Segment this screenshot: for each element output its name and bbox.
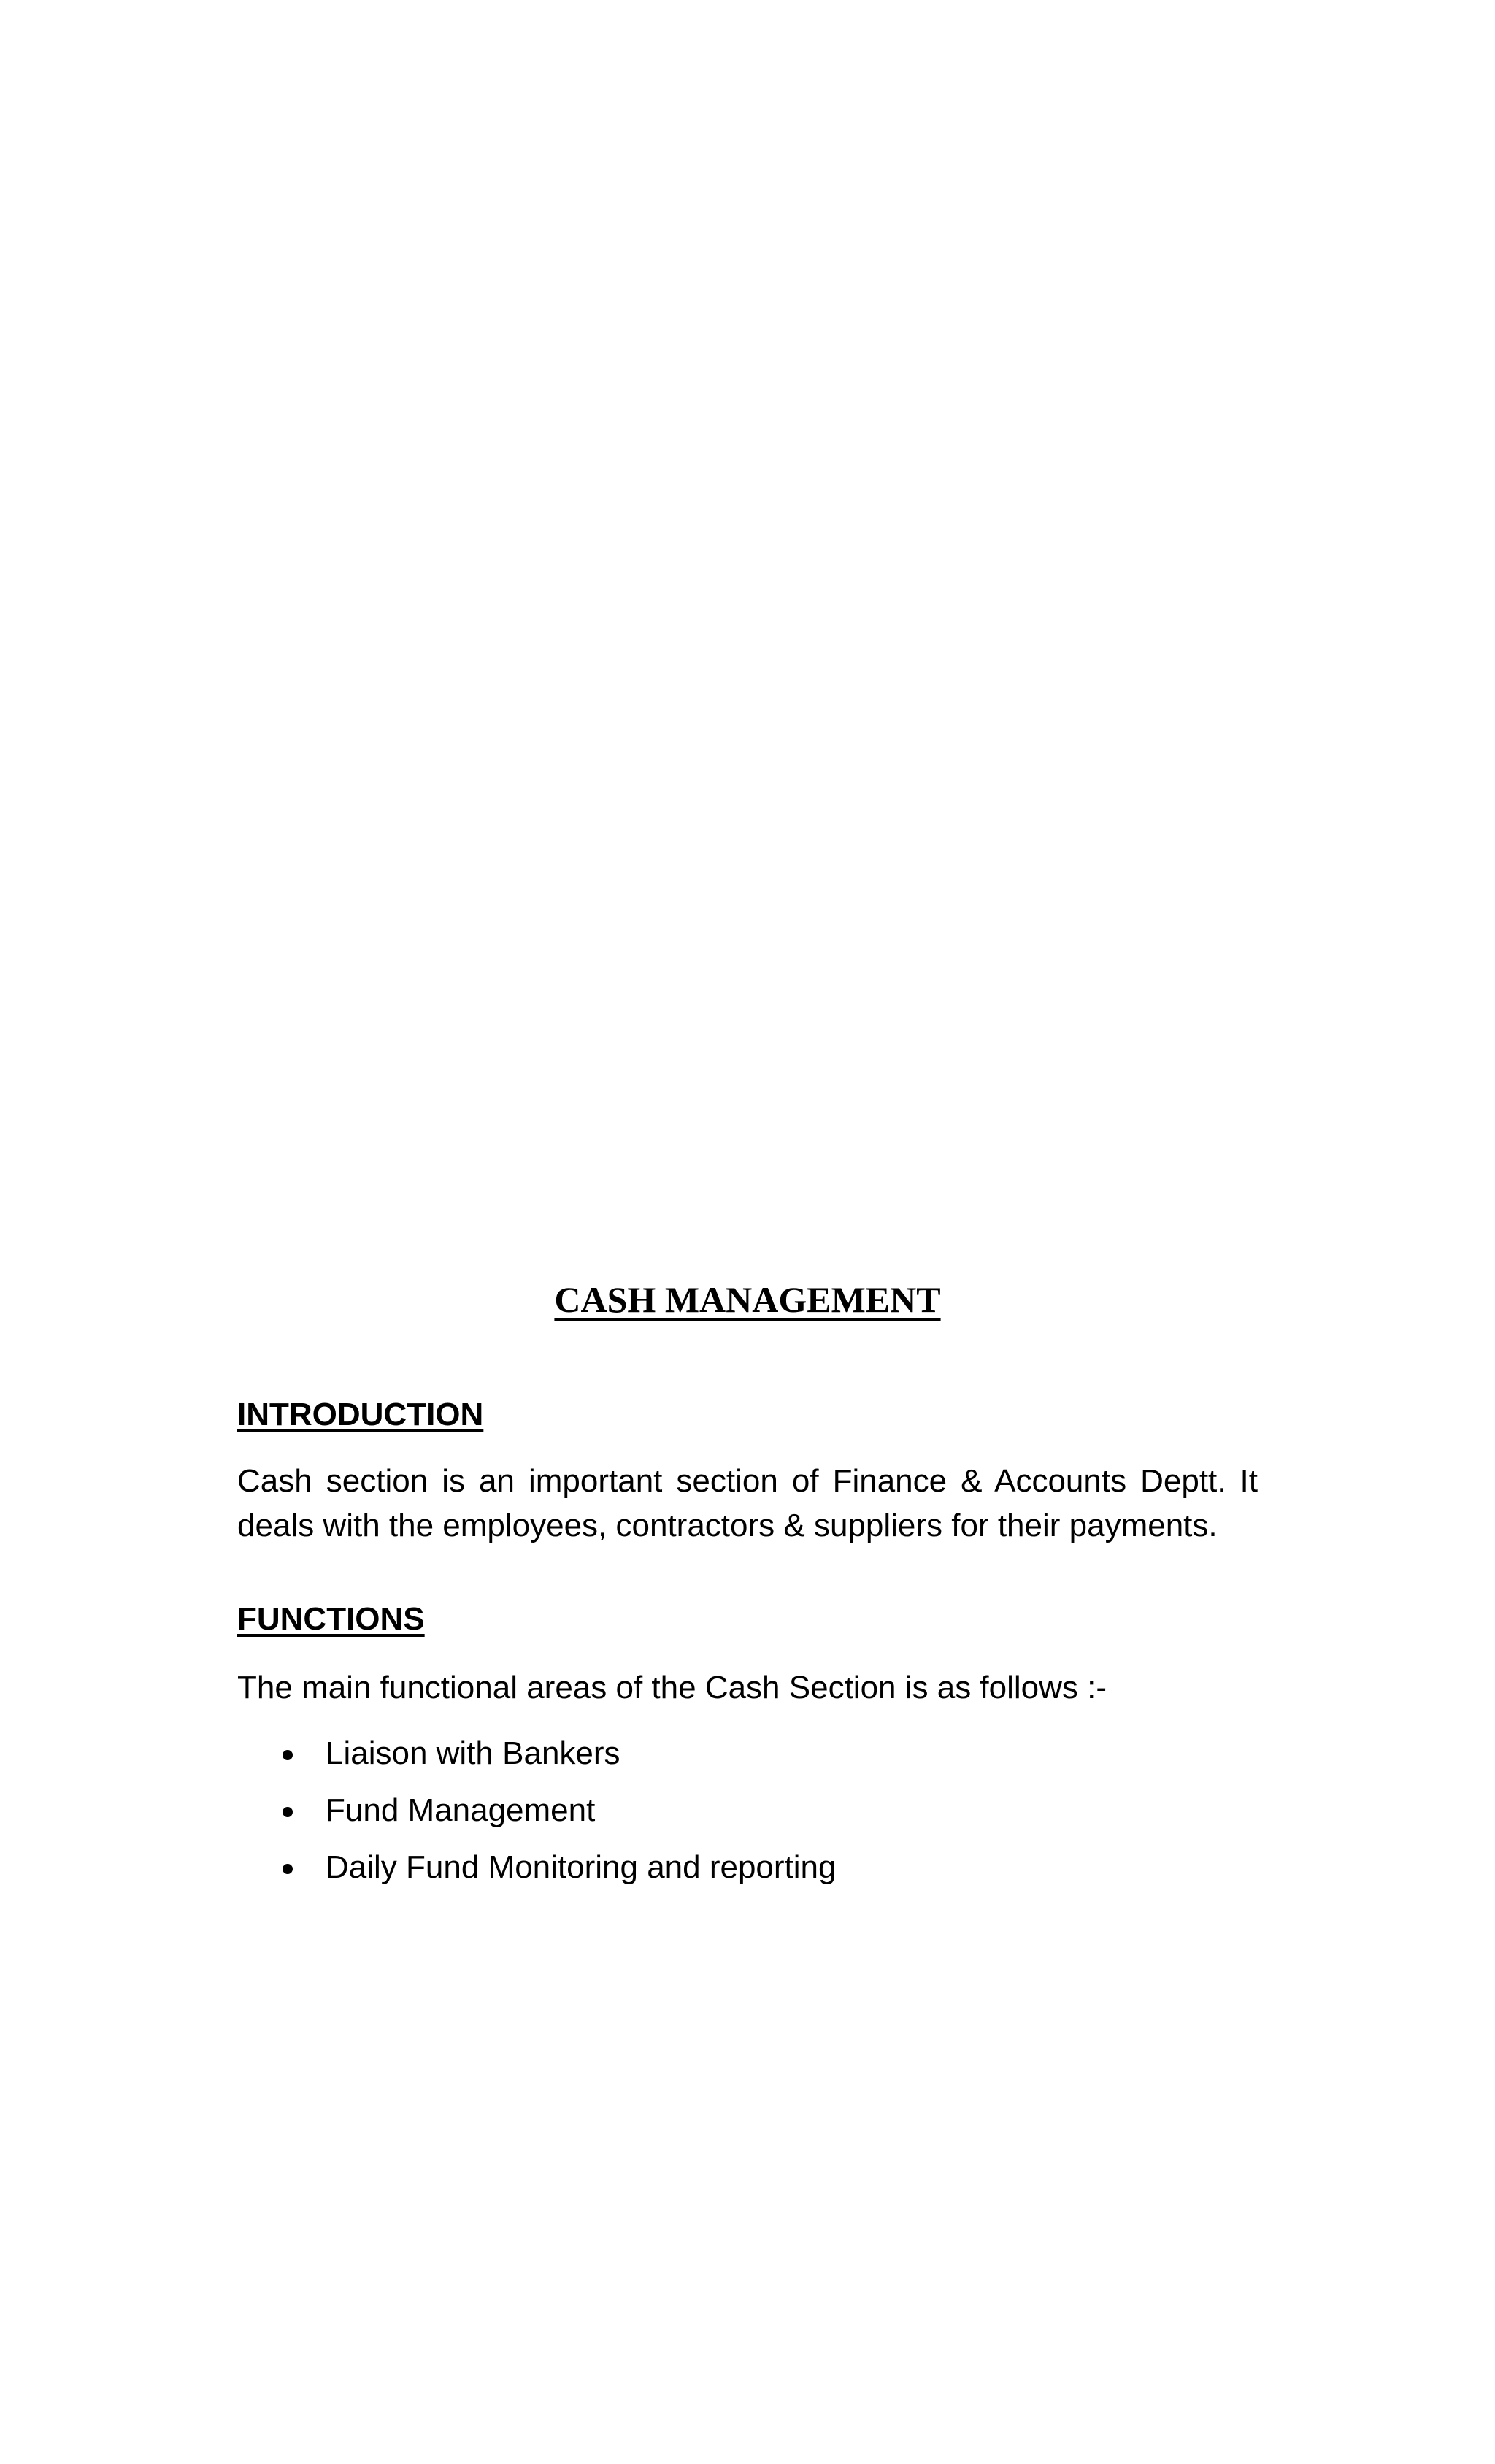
bullet-icon: [283, 1750, 293, 1760]
list-item: [237, 1732, 1258, 1789]
list-item-text: Daily Fund Monitoring and reporting: [326, 1849, 837, 1885]
functions-section: [237, 1597, 1258, 1903]
list-item: [237, 1846, 1258, 1903]
page-title: CASH MANAGEMENT: [554, 1279, 941, 1320]
functions-heading: FUNCTIONS: [237, 1601, 425, 1637]
list-item-text: Liaison with Bankers: [326, 1735, 620, 1771]
introduction-heading: INTRODUCTION: [237, 1397, 484, 1432]
introduction-section: [237, 1393, 1258, 1548]
list-item: [237, 1789, 1258, 1846]
introduction-paragraph: Cash section is an important section of Finance & Accounts Deptt. It deals with the employees, contractors & suppliers for their payments.: [237, 1463, 1258, 1543]
functions-paragraph: The main functional areas of the Cash Section is as follows :-: [237, 1670, 1107, 1705]
bullet-icon: [283, 1864, 293, 1874]
list-item-text: Fund Management: [326, 1792, 596, 1828]
bullet-icon: [283, 1807, 293, 1817]
functions-list: [237, 1732, 1258, 1903]
